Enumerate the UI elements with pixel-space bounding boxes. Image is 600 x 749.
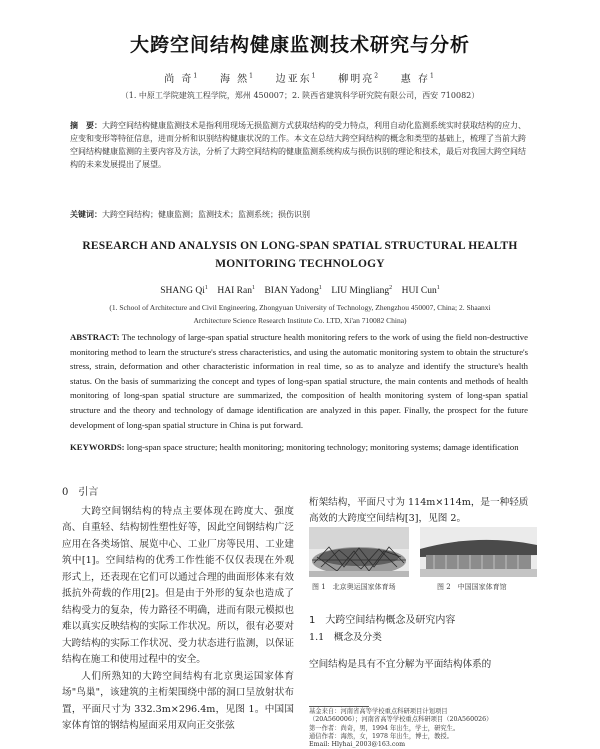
author-en: BIAN Yadong$^1$	[264, 285, 322, 297]
footnote-divider	[309, 706, 369, 707]
affiliation-cn: （1. 中原工学院建筑工程学院，郑州 450007；2. 陕西省建筑科学研究院有限公司，西安 710082）	[120, 91, 480, 100]
figure-1-caption: 图 1 北京奥运国家体育场	[312, 583, 396, 591]
subsection-heading-1-1: 1.1 概念及分类	[309, 632, 382, 643]
author-en: SHANG Qi$^1$	[160, 285, 208, 297]
abstract-en-text: The technology of large-span spatial structure health monitoring refers to the work of using the field non-destructive monitoring method to learn the structure's stress characteristics, and using the automatic monitoring system to obtain the structure's stress, strain, deformation and other characteristic information in real time, so as to analyze and identify the structure's health status. On the basis of summarizing the concept and types of long-span spatial structure, the main contents and methods of health monitoring of long-span spatial structure are summarized, the composition of health monitoring system of long-span spatial structure and the theory and technology of damage identification are analyzed in this paper. Finally, the prospect for the future development of long-span spatial structure in China is put forward.	[70, 332, 529, 430]
abstract-en-label: ABSTRACT:	[70, 332, 120, 342]
footnote-fund: 基金来自：河南省高等学校重点科研项目计划项目	[309, 708, 448, 715]
keywords-en	[70, 440, 528, 455]
author-list-cn	[0, 70, 600, 85]
body-column-left	[62, 485, 294, 735]
paper-title-en	[70, 237, 530, 273]
abstract-cn-label: 摘 要：	[70, 121, 102, 130]
body-paragraph: 大跨空间钢结构的特点主要体现在跨度大、强度高、自重轻、结构韧性塑性好等，因此空间钢结构广泛应用在各类场馆、展览中心、工业厂房等民用、工业建筑中[1]。空间结构的优秀工作性能不仅仅表现在外观形式上，还表现在它们可以通过合理的曲面形体来有效抵抗外荷载的作用[2]。但是由于外形的复杂也造成了结构受力的复杂，传力路径不明确，进而有限元模拟也难以真实反映结构的实际工作状况。所以，很有必要对大跨结构的实际工作状况、受力状态进行监测，以保证结构在施工和使用过程中的安全。	[62, 505, 294, 665]
footnotes	[309, 708, 539, 749]
keywords-en-text: long-span space structure; health monitoring; monitoring technology; monitoring systems; damage identification	[126, 442, 519, 452]
author-cn: 边亚东$^1$	[275, 72, 318, 85]
author-cn: 尚 奇$^1$	[164, 72, 200, 85]
national-stadium-image	[420, 527, 537, 577]
keywords-en-label: KEYWORDS:	[70, 442, 125, 452]
author-cn: 柳明亮$^2$	[338, 72, 381, 85]
author-cn: 惠 存$^1$	[400, 72, 436, 85]
body-column-right-section1	[309, 612, 537, 682]
section-heading-introduction: 0 引言	[62, 487, 99, 498]
body-paragraph: 人们所熟知的大跨空间结构有北京奥运国家体育场"鸟巢"，该建筑的主桁架围绕中部的洞口呈放射状布置，平面尺寸为 332.3m×296.4m，见图 1。中国国家体育馆的钢结构屋面采用双向正交张弦	[62, 670, 294, 731]
author-cn: 海 然$^1$	[219, 72, 255, 85]
abstract-en	[70, 330, 528, 432]
figure-2-national-stadium-photo	[420, 527, 537, 577]
body-paragraph: 空间结构是具有不宜分解为平面结构体系的	[309, 658, 492, 670]
footnote-email: Email: Hlyhai_2003@163.com	[309, 741, 406, 749]
keywords-cn-label: 关键词：	[70, 210, 102, 219]
birds-nest-image	[309, 527, 409, 577]
section-heading-1: 1 大跨空间结构概念及研究内容	[309, 615, 456, 626]
author-en: HAI Ran$^1$	[217, 285, 255, 297]
author-list-en	[0, 285, 600, 296]
figure-2-caption: 图 2 中国国家体育馆	[437, 583, 507, 591]
figure-1-birds-nest-photo	[309, 527, 409, 577]
keywords-cn-text: 大跨空间结构；健康监测；监测技术；监测系统；损伤识别	[102, 210, 310, 219]
abstract-cn	[70, 119, 530, 171]
paper-title-cn: 大跨空间结构健康监测技术研究与分析	[129, 34, 470, 56]
body-paragraph: 桁架结构，平面尺寸为 114m×114m，是一种轻质高效的大跨度空间结构[3]，见图 2。	[309, 496, 529, 525]
author-en: HUI Cun$^1$	[401, 285, 440, 297]
footnote-corresponding-author: 通信作者：海然，女，1978 年出生，博士，教授。	[309, 732, 453, 740]
title-en-line: RESEARCH AND ANALYSIS ON LONG-SPAN SPATIAL STRUCTURAL HEALTH	[82, 240, 518, 252]
title-en-line: MONITORING TECHNOLOGY	[215, 258, 385, 270]
abstract-cn-text: 大跨空间结构健康监测技术是指利用现场无损监测方式获取结构的受力特点，利用自动化监测系统实时获取结构的应力、应变和变形等特征信息，进而分析和识别结构健康状况的工作。本文在总结大跨空间结构的概念和类型的基础上，梳理了当前大跨空间结构健康监测的主要内容及方法，分析了大跨空间结构的健康监测系统构成与损伤识别的理论和技术，最后对我国大跨空间结构的未来发展提出了展望。	[70, 121, 526, 169]
footnote-fund-cont: （20A560006）；河南省高等学校重点科研项目（20A560026）	[309, 716, 493, 724]
keywords-cn	[70, 209, 530, 221]
footnote-first-author: 第一作者：尚奇，男，1994 年出生，学士，研究生。	[309, 724, 460, 732]
author-en: LIU Mingliang$^2$	[331, 285, 393, 297]
affiliation-en: (1. School of Architecture and Civil Engineering, Zhongyuan University of Technology, Zhengzhou 450007, China; 2. Shaanxi Architecture Science Research Institute Co. LTD, Xi'an 710082 China)	[109, 303, 491, 325]
